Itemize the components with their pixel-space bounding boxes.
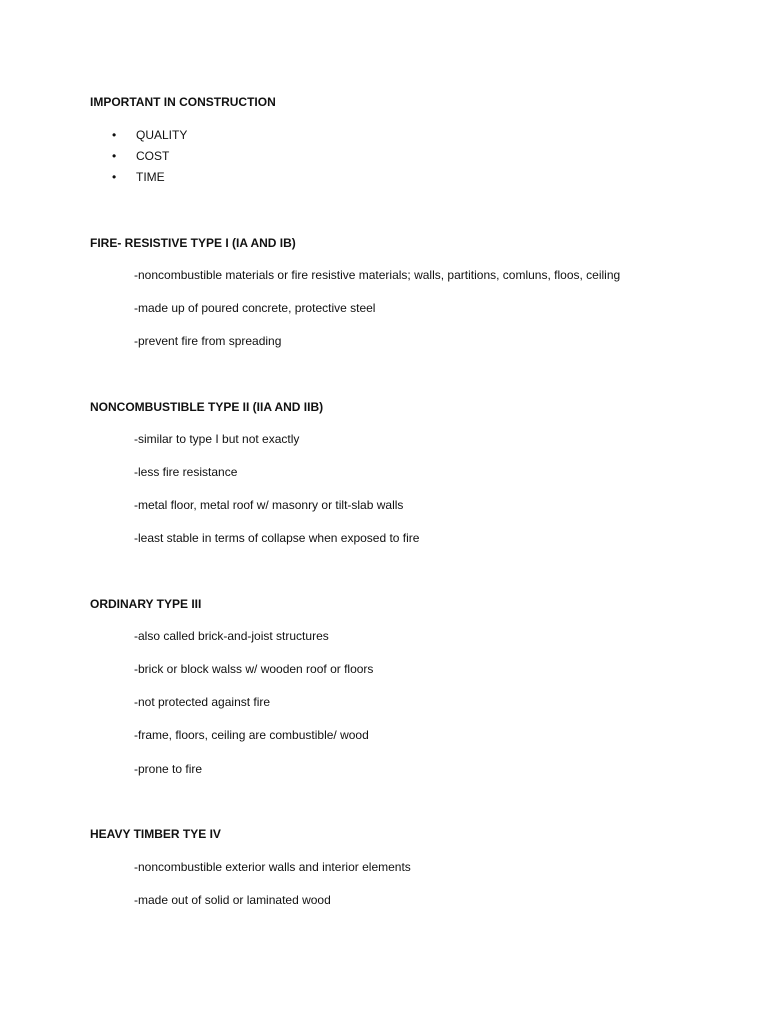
bullet-dot: •: [112, 149, 117, 163]
list-item: -prone to fire: [134, 762, 203, 776]
list-item: -similar to type I but not exactly: [134, 432, 300, 446]
list-item: -made out of solid or laminated wood: [134, 893, 331, 907]
list-item: -also called brick-and-joist structures: [134, 629, 329, 643]
bullet-item-time: TIME: [136, 170, 165, 184]
section-heading-type-iii: ORDINARY TYPE III: [90, 597, 202, 611]
section-heading-type-iv: HEAVY TIMBER TYE IV: [90, 827, 221, 841]
section-heading-type-ii: NONCOMBUSTIBLE TYPE II (IIA AND IIB): [90, 400, 324, 414]
bullet-item-cost: COST: [136, 149, 170, 163]
bullet-item-quality: QUALITY: [136, 128, 188, 142]
bullet-dot: •: [112, 128, 117, 142]
list-item: -frame, floors, ceiling are combustible/ wood: [134, 728, 369, 742]
list-item: -noncombustible materials or fire resistive materials; walls, partitions, comluns, floos, ceiling: [134, 268, 621, 282]
bullet-dot: •: [112, 170, 117, 184]
list-item: -made up of poured concrete, protective steel: [134, 301, 376, 315]
list-item: -noncombustible exterior walls and interior elements: [134, 860, 411, 874]
list-item: -metal floor, metal roof w/ masonry or tilt-slab walls: [134, 498, 404, 512]
list-item: -brick or block walss w/ wooden roof or floors: [134, 662, 374, 676]
list-item: -less fire resistance: [134, 465, 238, 479]
list-item: -prevent fire from spreading: [134, 334, 282, 348]
list-item: -least stable in terms of collapse when exposed to fire: [134, 531, 420, 545]
list-item: -not protected against fire: [134, 695, 271, 709]
section-heading-important: IMPORTANT IN CONSTRUCTION: [90, 95, 276, 109]
section-heading-type-i: FIRE- RESISTIVE TYPE I (IA AND IB): [90, 236, 296, 250]
